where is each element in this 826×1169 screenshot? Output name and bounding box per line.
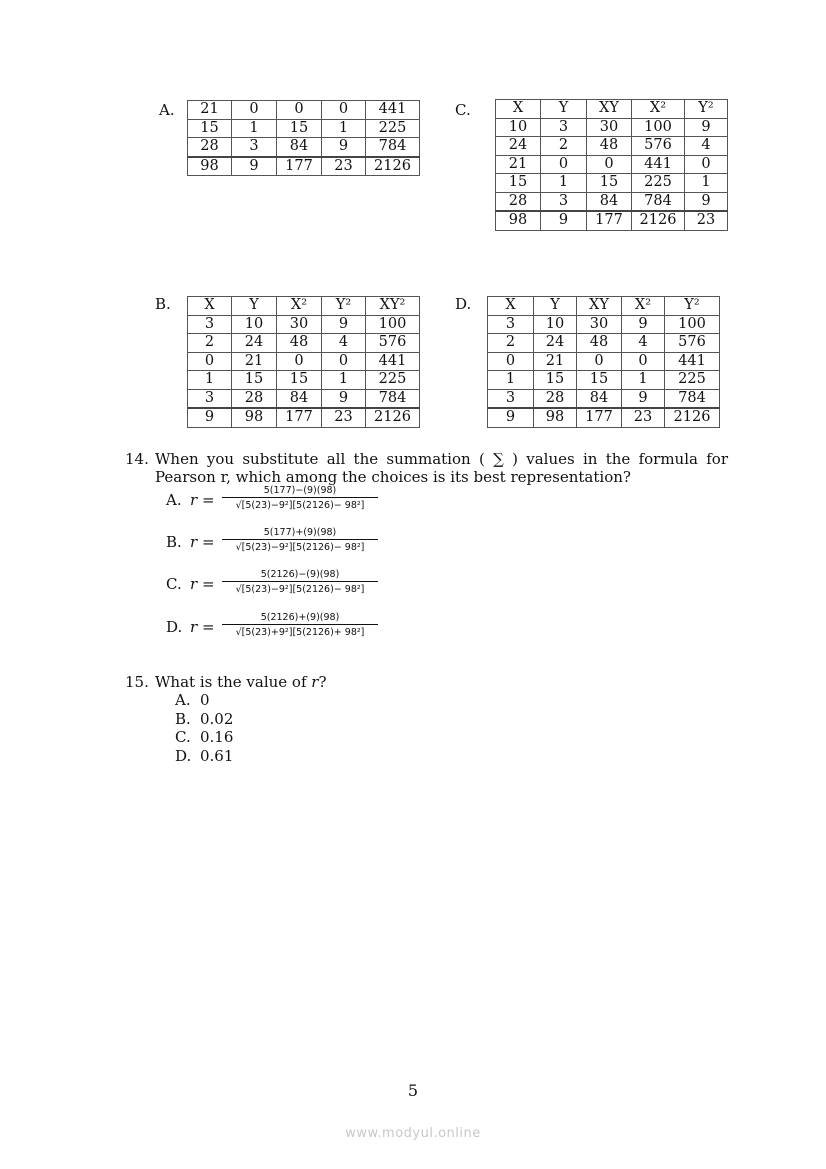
table-cell: 15 (232, 371, 277, 390)
table-cell: 0 (577, 352, 622, 371)
table-cell: 1 (322, 119, 366, 138)
formula-lhs: r = (190, 618, 215, 636)
table-cell: 1 (541, 174, 587, 193)
choice-value: 0 (200, 691, 210, 709)
table-cell: 177 (277, 157, 322, 176)
table-cell: 30 (577, 315, 622, 334)
table-cell: 21 (188, 101, 232, 120)
table-total-row (496, 211, 728, 230)
table-cell: 784 (632, 192, 685, 211)
table-cell: XY² (366, 297, 420, 316)
table-cell: 0 (488, 352, 534, 371)
table-cell: 84 (277, 389, 322, 408)
table-a (187, 100, 420, 176)
table-a-label: A. (159, 101, 175, 119)
table-cell: 177 (587, 211, 632, 230)
choice-label: B. (166, 533, 182, 551)
table-total-row (188, 157, 420, 176)
formula-denominator: √[5(23)−9²][5(2126)− 98²] (222, 581, 378, 596)
table-cell: 9 (488, 408, 534, 427)
formula-numerator: 5(177)−(9)(98) (263, 485, 337, 496)
table-cell: XY (587, 100, 632, 119)
table-cell: 441 (366, 352, 420, 371)
table-cell: 48 (587, 137, 632, 156)
table-cell: 30 (277, 315, 322, 334)
table-row (188, 352, 420, 371)
table-cell: Y (232, 297, 277, 316)
table-cell: 84 (587, 192, 632, 211)
table-row (488, 352, 720, 371)
table-cell: 3 (232, 138, 277, 157)
table-cell: 9 (622, 315, 665, 334)
table-cell: 784 (366, 389, 420, 408)
table-row (496, 155, 728, 174)
table-row (496, 174, 728, 193)
table-cell: X² (622, 297, 665, 316)
table-cell: 9 (622, 389, 665, 408)
table-cell: 23 (622, 408, 665, 427)
table-row (488, 334, 720, 353)
table-cell: 2126 (632, 211, 685, 230)
choice-label: B. (175, 709, 191, 728)
table-cell: 177 (577, 408, 622, 427)
table-cell: XY (577, 297, 622, 316)
table-cell: 21 (496, 155, 541, 174)
choice-value: 0.02 (200, 709, 234, 728)
table-cell: 2126 (366, 157, 420, 176)
table-total-row (188, 408, 420, 427)
page-number: 5 (407, 1081, 419, 1100)
table-cell: 30 (587, 118, 632, 137)
table-cell: 576 (366, 334, 420, 353)
table-cell: 9 (322, 138, 366, 157)
table-cell: 2 (541, 137, 587, 156)
table-cell: 3 (488, 315, 534, 334)
table-b (187, 296, 420, 428)
table-total-row (488, 408, 720, 427)
table-cell: 23 (322, 157, 366, 176)
table-cell: 48 (577, 334, 622, 353)
table-row (488, 371, 720, 390)
table-cell: 0 (188, 352, 232, 371)
table-cell: 1 (622, 371, 665, 390)
table-row (188, 138, 420, 157)
table-c (495, 99, 728, 231)
formula-numerator: 5(177)+(9)(98) (263, 527, 337, 538)
table-cell: X² (277, 297, 322, 316)
table-d (487, 296, 720, 428)
table-row (496, 118, 728, 137)
table-cell: 1 (188, 371, 232, 390)
table-cell: X (488, 297, 534, 316)
table-cell: 576 (632, 137, 685, 156)
table-cell: 0 (322, 352, 366, 371)
table-cell: 9 (322, 389, 366, 408)
table-cell: 441 (665, 352, 720, 371)
table-cell: 48 (277, 334, 322, 353)
choice-label: D. (166, 618, 183, 636)
table-cell: Y² (685, 100, 728, 119)
question-15-text: What is the value of r? (155, 673, 327, 691)
question-15-number: 15. (125, 673, 149, 691)
table-cell: 9 (685, 192, 728, 211)
table-cell: 0 (277, 101, 322, 120)
table-row (188, 389, 420, 408)
formula-lhs: r = (190, 491, 215, 509)
choice-label: C. (175, 728, 191, 746)
table-cell: 21 (534, 352, 577, 371)
table-cell: 98 (232, 408, 277, 427)
table-cell: 0 (277, 352, 322, 371)
table-cell: 0 (685, 155, 728, 174)
table-cell: 15 (277, 371, 322, 390)
formula-fraction (222, 569, 378, 596)
table-row (188, 119, 420, 138)
table-cell: 15 (534, 371, 577, 390)
table-cell: 10 (534, 315, 577, 334)
table-cell: 100 (632, 118, 685, 137)
table-cell: 15 (496, 174, 541, 193)
table-d-label: D. (455, 295, 472, 313)
formula-numerator: 5(2126)−(9)(98) (260, 569, 340, 580)
table-cell: 441 (632, 155, 685, 174)
table-cell: 3 (488, 389, 534, 408)
table-cell: 4 (622, 334, 665, 353)
table-row (188, 371, 420, 390)
table-cell: 24 (232, 334, 277, 353)
table-cell: 225 (366, 119, 420, 138)
formula-fraction (222, 612, 378, 639)
table-cell: 784 (665, 389, 720, 408)
table-cell: 2126 (366, 408, 420, 427)
choice-label: D. (175, 746, 192, 765)
table-cell: 15 (277, 119, 322, 138)
table-cell: 24 (496, 137, 541, 156)
table-cell: 10 (232, 315, 277, 334)
table-cell: 24 (534, 334, 577, 353)
table-row (496, 192, 728, 211)
table-cell: 441 (366, 101, 420, 120)
table-cell: 0 (622, 352, 665, 371)
table-header-row (188, 297, 420, 316)
choice-label: A. (175, 691, 191, 709)
choice-label: A. (166, 491, 182, 509)
table-cell: X² (632, 100, 685, 119)
table-cell: 225 (665, 371, 720, 390)
table-cell: 177 (277, 408, 322, 427)
table-cell: 225 (366, 371, 420, 390)
table-header-row (496, 100, 728, 119)
table-cell: 9 (188, 408, 232, 427)
table-cell: 98 (534, 408, 577, 427)
table-cell: Y² (322, 297, 366, 316)
table-cell: 3 (188, 389, 232, 408)
table-cell: 100 (665, 315, 720, 334)
table-cell: Y (541, 100, 587, 119)
table-cell: 0 (541, 155, 587, 174)
table-cell: 28 (496, 192, 541, 211)
formula-lhs: r = (190, 533, 215, 551)
table-row (488, 389, 720, 408)
table-cell: 1 (232, 119, 277, 138)
table-cell: 15 (577, 371, 622, 390)
choice-value: 0.16 (200, 728, 234, 746)
table-row (188, 334, 420, 353)
table-cell: 9 (685, 118, 728, 137)
table-cell: 3 (541, 192, 587, 211)
table-cell: X (188, 297, 232, 316)
table-cell: 23 (322, 408, 366, 427)
table-cell: 784 (366, 138, 420, 157)
table-cell: 1 (488, 371, 534, 390)
table-cell: 84 (277, 138, 322, 157)
table-cell: 0 (232, 101, 277, 120)
formula-denominator: √[5(23)−9²][5(2126)− 98²] (222, 539, 378, 554)
table-cell: 9 (232, 157, 277, 176)
formula-denominator: √[5(23)+9²][5(2126)+ 98²] (222, 624, 378, 639)
table-header-row (488, 297, 720, 316)
formula-fraction (222, 527, 378, 554)
table-cell: 225 (632, 174, 685, 193)
table-cell: Y² (665, 297, 720, 316)
watermark: www.modyul.online (345, 1126, 481, 1141)
table-cell: 576 (665, 334, 720, 353)
table-cell: 10 (496, 118, 541, 137)
table-row (188, 101, 420, 120)
table-cell: 15 (587, 174, 632, 193)
choice-label: C. (166, 575, 182, 593)
table-cell: 98 (188, 157, 232, 176)
table-cell: Y (534, 297, 577, 316)
table-cell: 98 (496, 211, 541, 230)
table-cell: 1 (685, 174, 728, 193)
table-c-label: C. (455, 101, 471, 119)
formula-denominator: √[5(23)−9²][5(2126)− 98²] (222, 497, 378, 512)
table-cell: 4 (685, 137, 728, 156)
table-b-label: B. (155, 295, 171, 313)
table-cell: 9 (322, 315, 366, 334)
table-cell: 28 (188, 138, 232, 157)
question-14-line-1: When you substitute all the summation ( ∑ ) values in the formula for (155, 450, 728, 468)
table-cell: 1 (322, 371, 366, 390)
table-cell: 28 (534, 389, 577, 408)
formula-numerator: 5(2126)+(9)(98) (260, 612, 340, 623)
table-cell: 23 (685, 211, 728, 230)
table-row (496, 137, 728, 156)
table-cell: 0 (587, 155, 632, 174)
table-cell: 2 (188, 334, 232, 353)
table-cell: 2126 (665, 408, 720, 427)
table-cell: 84 (577, 389, 622, 408)
table-cell: 4 (322, 334, 366, 353)
table-cell: 0 (322, 101, 366, 120)
choice-value: 0.61 (200, 746, 234, 765)
table-cell: 3 (188, 315, 232, 334)
question-14-number: 14. (125, 450, 149, 468)
table-cell: 28 (232, 389, 277, 408)
table-cell: X (496, 100, 541, 119)
table-row (488, 315, 720, 334)
table-cell: 9 (541, 211, 587, 230)
question-14-line-2: Pearson r, which among the choices is its best representation? (155, 468, 631, 486)
table-cell: 3 (541, 118, 587, 137)
table-cell: 100 (366, 315, 420, 334)
table-cell: 15 (188, 119, 232, 138)
table-cell: 21 (232, 352, 277, 371)
table-row (188, 315, 420, 334)
table-cell: 2 (488, 334, 534, 353)
formula-lhs: r = (190, 575, 215, 593)
formula-fraction (222, 485, 378, 512)
